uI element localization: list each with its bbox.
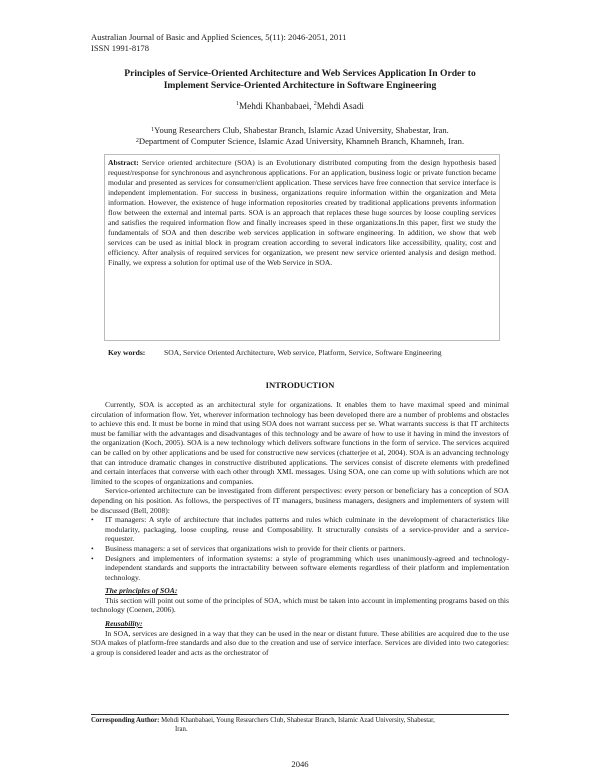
perspective-list [91, 515, 509, 582]
author-2-affiliation-mark: 2 [313, 101, 317, 107]
title-line-1: Principles of Service-Oriented Architecture and Web Services Application In Order to [124, 68, 476, 79]
footnote-divider [91, 714, 509, 715]
intro-paragraph-1: Currently, SOA is accepted as an architectural style for organizations. It enables them to have maximal speed and minimal circulation of information flow. Yet, wherever information technology has been developed there are a number of problems and obstacles to achieve this end. It must be borne in mind that using SOA does not warrant success per se. What warrants success is that IT architects must be familiar with the advantages and disadvantages of this technology and be aware of how to use it having in mind the investors of the organization (Koch, 2005). SOA is a new technology which delivers software functions in the form of service. The services acquired can be called on by other applications and be used for constructive new services (chatterjee et al, 2004). SOA is an advancing technology that can introduce dramatic changes in constructive distributed applications. The services consist of discrete elements with predefined and certain interfaces that converse with each other through XML messages. Using SOA, one can come up with solutions which are not limited to the scopes of organizations and companies. [91, 400, 509, 486]
abstract-label: Abstract: [108, 158, 139, 167]
affiliation-1-text: Young Researchers Club, Shabestar Branch, Islamic Azad University, Shabestar, Iran. [154, 125, 449, 135]
footnote-line [91, 717, 509, 726]
list-item: • Designers and implementers of information systems: a style of programming which uses unanimously-agreed and technology-independent standards and supports the intractability between software elements regardless of their platform and implementation technology. [91, 554, 509, 583]
principles-paragraph: This section will point out some of the principles of SOA, which must be taken into account in implementing programs based on this technology (Coenen, 2006). [91, 595, 509, 615]
corresponding-author-footnote [91, 717, 509, 734]
abstract-text: Service oriented architecture (SOA) is an Evolutionary distributed computing from the design hypothesis based request/response for synchronous and asynchronous applications. For an application, business logic or private function became modular and presented as services for consumer/client application. These services have free connection that service interface is independent implementation. For success in business, organizations require information within the organization and Meta information. However, the existence of huge information repositories created by traditional applications prevents information flow between the external and internal parts. SOA is an approach that replaces these huge sources by loose coupling services and satisfies the required information flow and finally increases speed in these organizations.In this paper, first we study the fundamentals of SOA and then describe web services application in software engineering. In addition, we show that web services can be used as initial block in program creation according to several indicators like accessibility, quality, cost and efficiency. After analysis of required services for organization, we present new service oriented analysis and design method. Finally, we express a solution for optimal use of the Web Service in SOA. [108, 158, 496, 267]
body-text [91, 400, 509, 657]
journal-header [91, 32, 346, 54]
reusability-heading: Reusability: [105, 619, 143, 629]
intro-paragraph-2: Service-oriented architecture can be investigated from different perspectives: every person or beneficiary has a conception of SOA depending on his position. As follows, the perspectives of IT managers, business managers, designers and implementers of system will be discussed (Bell, 2008): [91, 486, 509, 515]
paper-title [84, 68, 516, 92]
abstract [108, 158, 496, 268]
affiliation-2-mark: 2 [135, 138, 139, 144]
principles-heading: The principles of SOA: [105, 586, 178, 596]
affiliation-1-mark: 1 [151, 127, 155, 133]
list-item: • Business managers: a set of services that organizations wish to provide for their clients or partners. [91, 544, 509, 554]
author-1: Mehdi Khanbabaei, [239, 101, 314, 111]
journal-citation: Australian Journal of Basic and Applied Sciences, 5(11): 2046-2051, 2011 [91, 32, 347, 42]
list-item: • IT managers: A style of architecture that includes patterns and rules which culminate in the development of characteristics like modularity, packaging, loose coupling, reuse and Composability. It structurally consists of a service-provider and a service-requester. [91, 515, 509, 544]
journal-issn: ISSN 1991-8178 [91, 43, 150, 53]
footnote-label: Corresponding Author: [91, 717, 160, 724]
affiliations [0, 125, 600, 147]
introduction-heading: INTRODUCTION [265, 380, 335, 390]
affiliation-1 [0, 125, 600, 136]
author-1-affiliation-mark: 1 [236, 101, 239, 107]
title-line-2: Implement Service-Oriented Architecture in Software Engineering [163, 80, 437, 91]
page-number: 2046 [291, 759, 309, 769]
author-2: Mehdi Asadi [316, 101, 364, 111]
keywords-label: Key words: [108, 348, 146, 357]
footnote-text: Mehdi Khanbabaei, Young Researchers Club, Shabestar Branch, Islamic Azad University, Shabestar, [161, 717, 435, 724]
keywords [108, 348, 496, 358]
affiliation-2-text: Department of Computer Science, Islamic Azad University, Khamneh Branch, Khamneh, Iran. [138, 136, 465, 146]
reusability-paragraph: In SOA, services are designed in a way that they can be used in the near or distant future. These abilities are acquired due to the use SOA makes of platform-free standards and also due to the creation and use of service interface. Services are divided into two categories: a group is considered leader and acts as the orchestrator of [91, 628, 509, 657]
author-list [0, 101, 600, 111]
keywords-text: SOA, Service Oriented Architecture, Web service, Platform, Service, Software Engineering [164, 348, 442, 357]
footnote-continuation: Iran. [175, 725, 188, 733]
affiliation-2 [0, 136, 600, 147]
